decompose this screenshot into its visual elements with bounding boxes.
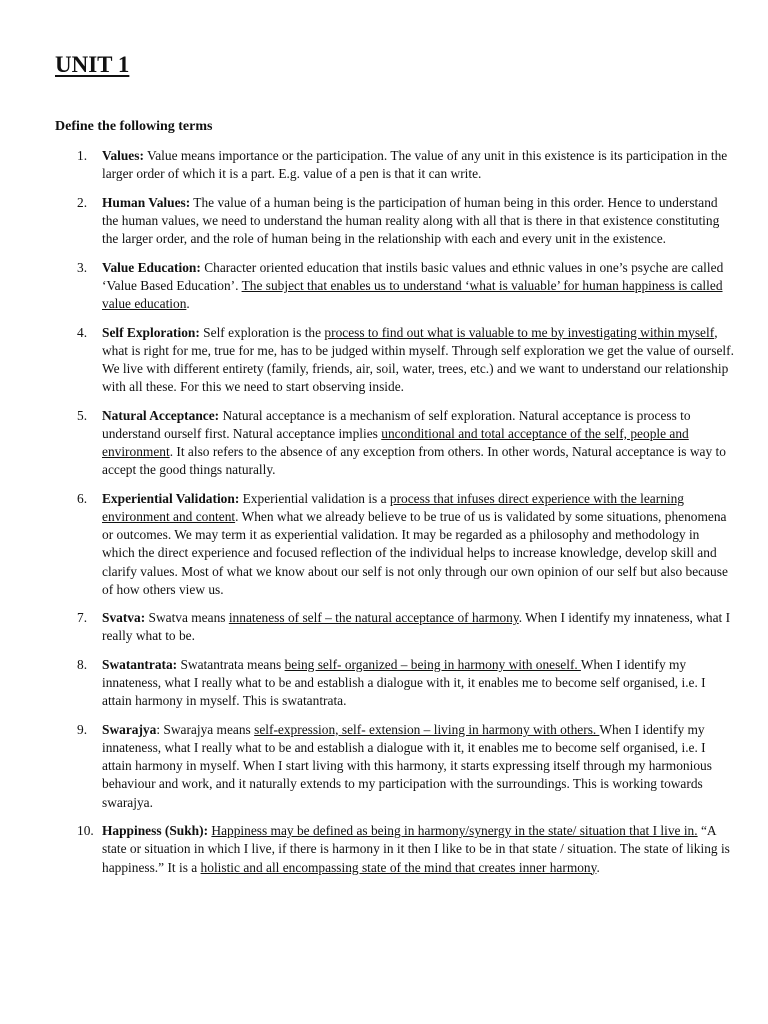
term-name: Happiness (Sukh): (102, 823, 209, 839)
term-name: Swatantrata: (102, 656, 178, 672)
term-definition (102, 195, 719, 246)
definition-text: , what is right for me, true for me, has to be judged within myself. Through self exploration we get the value of ourself. We live with different entirety (family, friends, air, soil, water, trees, etc.) and we want to understand our relationship with all these. For this we need to start observing inside. (102, 324, 734, 395)
underlined-text: holistic and all encompassing state of the mind that creates inner harmony (200, 859, 597, 875)
underlined-text: process that infuses direct experience with the learning environment and content (102, 490, 685, 524)
term-number: 2. (77, 194, 88, 210)
term-definition (102, 260, 723, 311)
term-name: Svatva: (102, 610, 146, 626)
term-number: 5. (77, 407, 88, 423)
definition-text: : Swarajya means (156, 721, 255, 737)
term-item-1 (55, 147, 735, 183)
definition-text: The value of a human being is the participation of human being in this order. Hence to understand the human values, we need to understand the human reality along with all that is there in that existence constituting the larger order, and the role of human being in the relationship with each and every unit in the existence. (102, 194, 720, 247)
definition-text: Experiential validation is a (239, 490, 390, 506)
definition-text: When I identify my innateness, what I really what to be and establish a dialogue with it, it enables me to become self organised, i.e. I attain harmony in myself. This is swatantrata. (102, 656, 706, 709)
term-name: Human Values: (102, 194, 191, 210)
definition-text: . When I identify my innateness, what I really what to be. (102, 610, 731, 644)
term-item-6 (55, 490, 735, 599)
term-definition (102, 657, 706, 708)
underlined-text: Happiness may be defined as being in harmony/synergy in the state/ situation that I live in. (211, 823, 698, 839)
term-number: 8. (77, 656, 88, 672)
term-item-9 (55, 721, 735, 812)
term-definition (102, 491, 728, 597)
term-definition (102, 823, 730, 874)
underlined-text: The subject that enables us to understand ‘what is valuable’ for human happiness is called value education (102, 277, 723, 312)
term-definition (102, 408, 726, 478)
definition-text: . When what we already believe to be true of us is validated by some situations, phenomena or outcomes. We may term it as experiential validation. It may be regarded as a philosophy and methodology in which the direct experience and focused reflection of the individual helps to increase knowledge, develop skill and clarify values. Most of what we know about our self is not only through our own opinion of our self but also because of how others view us. (102, 508, 728, 597)
underlined-text: unconditional and total acceptance of the self, people and environment (102, 425, 689, 460)
underlined-text: being self- organized – being in harmony with oneself. (284, 656, 581, 672)
term-name: Value Education: (102, 259, 201, 275)
term-item-7 (55, 609, 735, 645)
term-definition (102, 325, 734, 395)
term-name: Swarajya (102, 721, 157, 737)
term-number: 7. (77, 610, 88, 626)
term-definition (102, 722, 712, 810)
term-item-5 (55, 407, 735, 480)
definition-text: . (596, 859, 600, 875)
term-name: Self Exploration: (102, 324, 200, 340)
definition-text: Character oriented education that instils basic values and ethnic values in one’s psyche are called ‘Value Based Education’. (102, 259, 724, 293)
underlined-text: self-expression, self- extension – living in harmony with others. (254, 721, 600, 737)
terms-list (55, 147, 735, 887)
term-item-3 (55, 259, 735, 314)
term-number: 10. (77, 823, 94, 839)
term-number: 4. (77, 324, 88, 340)
definition-text: . (186, 296, 190, 312)
term-item-10 (55, 822, 735, 877)
term-definition (102, 148, 727, 181)
definition-text: Value means importance or the participation. The value of any unit in this existence is its participation in the larger order of which it is a part. E.g. value of a pen is that it can write. (102, 148, 728, 182)
term-name: Experiential Validation: (102, 490, 240, 506)
definition-text: Swatantrata means (177, 656, 285, 672)
section-heading: Define the following terms (55, 119, 213, 134)
term-item-8 (55, 656, 735, 711)
underlined-text: process to find out what is valuable to me by investigating within myself (324, 324, 715, 340)
term-definition (102, 610, 730, 643)
term-number: 1. (77, 148, 88, 163)
term-number: 9. (77, 721, 88, 737)
definition-text: When I identify my innateness, what I really what to be and establish a dialogue with it, it enables me to become self organised, i.e. I attain harmony in myself. When I start living with this harmony, it starts expressing itself through my harmonious behaviour and work, and it naturally extends to my participation with the surroundings. This is working towards swarajya. (102, 721, 712, 810)
definition-text: “A state or situation in which I live, if there is harmony in it then I like to be in that state / situation. The state of liking is happiness.” It is a (102, 823, 730, 875)
underlined-text: innateness of self – the natural acceptance of harmony (228, 610, 519, 626)
definition-text: Self exploration is the (199, 324, 325, 340)
term-item-2 (55, 194, 735, 249)
term-name: Natural Acceptance: (102, 407, 220, 423)
term-item-4 (55, 324, 735, 397)
term-number: 3. (77, 259, 88, 275)
unit-title: UNIT 1 (55, 52, 130, 77)
definition-text: Natural acceptance is a mechanism of self exploration. Natural acceptance is process to understand ourself first. Natural acceptance implies (102, 407, 691, 441)
term-name: Values: (102, 148, 144, 163)
term-number: 6. (77, 490, 88, 506)
definition-text: . It also refers to the absence of any exception from others. In other words, Natural acceptance is way to accept the good things naturally. (102, 444, 726, 478)
definition-text: Swatva means (145, 610, 229, 626)
